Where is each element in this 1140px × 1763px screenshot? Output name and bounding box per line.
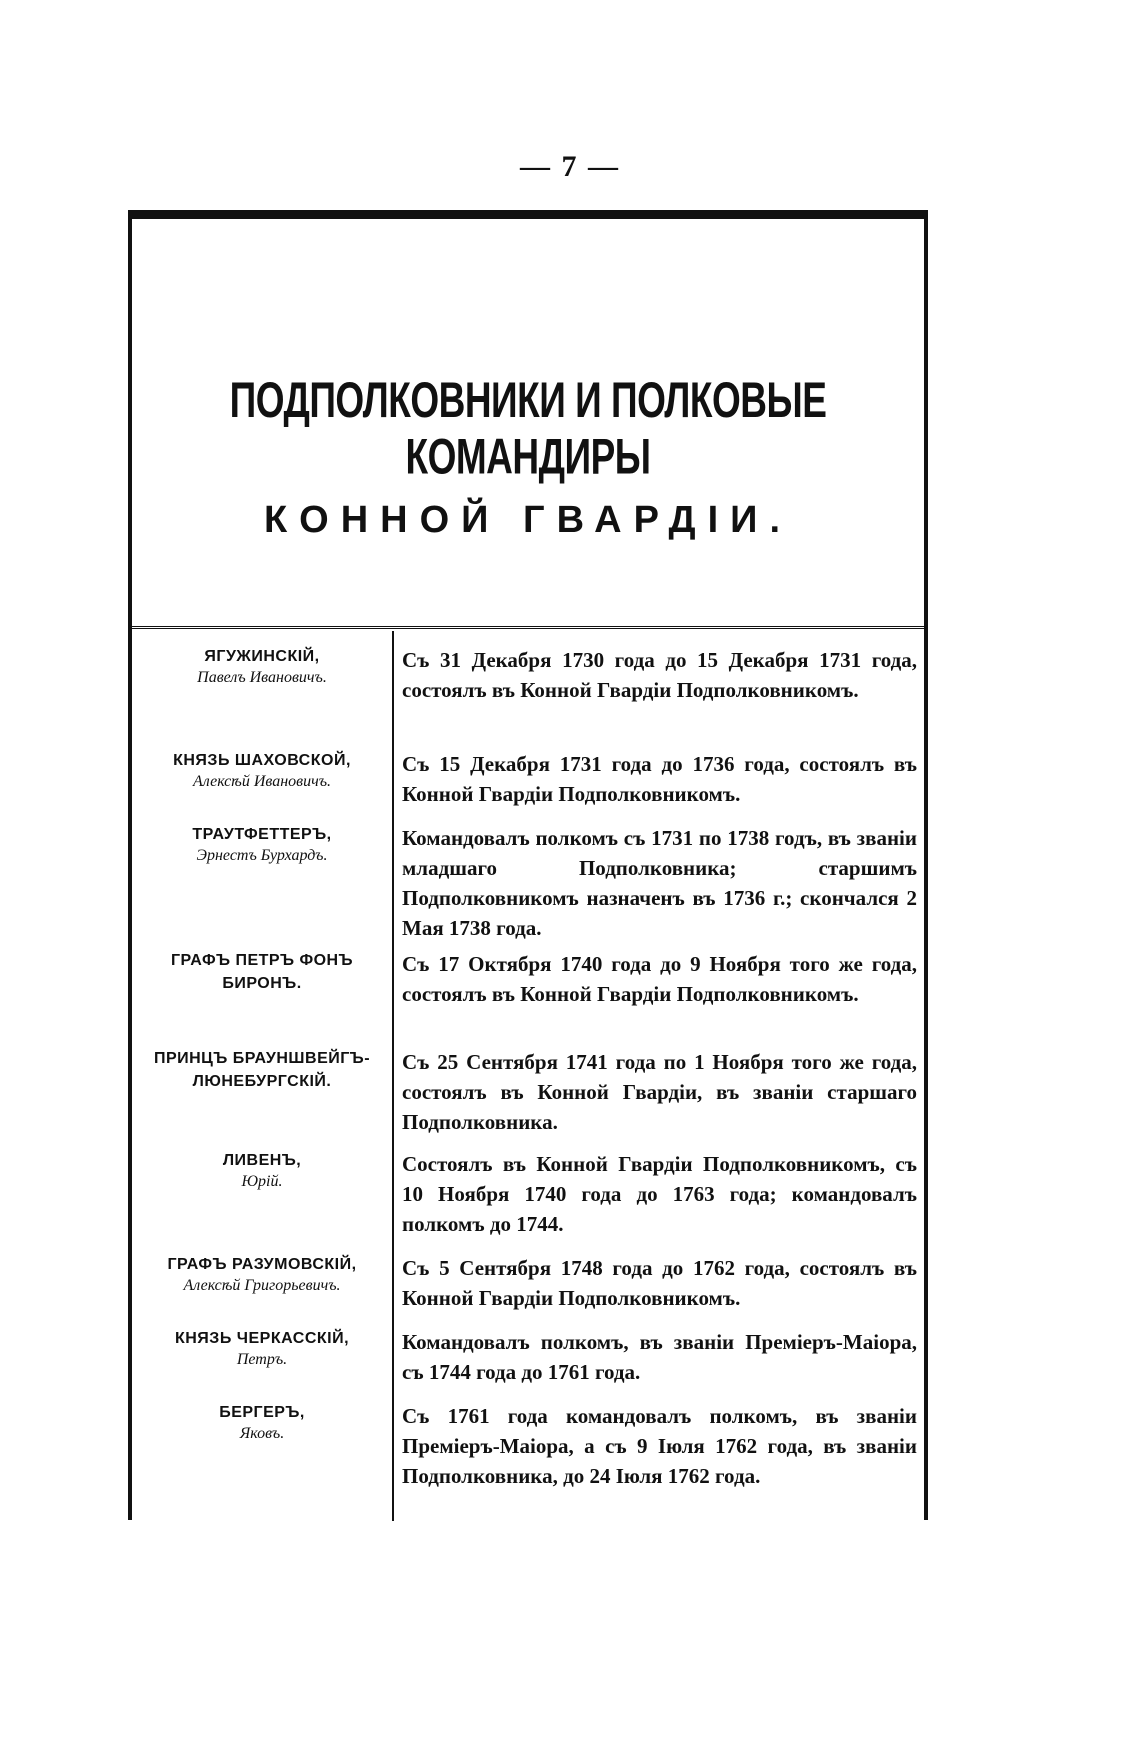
entry-name: ТРАУТФЕТТЕРЪ,: [192, 826, 332, 843]
entry-name: ПРИНЦЪ БРАУНШВЕЙГЪ-ЛЮНЕБУРГСКІЙ.: [153, 1050, 371, 1090]
entry-given-name: Юрій.: [241, 1173, 283, 1190]
entry-description: Съ 5 Сентября 1748 года до 1762 года, состоялъ въ Конной Гвардіи Подполковникомъ.: [402, 1256, 917, 1310]
entry-given-name: Алексѣй Григорьевичъ.: [183, 1277, 341, 1294]
entry-description: Съ 17 Октября 1740 года до 9 Ноября того же года, состоялъ въ Конной Гвардіи Подполковникомъ.: [402, 952, 917, 1006]
page-number: — 7 —: [520, 150, 620, 183]
entry-name: ЛИВЕНЪ,: [222, 1152, 302, 1169]
entry-given-name: Петръ.: [236, 1351, 288, 1368]
page-subtitle: КОННОЙ ГВАРДІИ.: [263, 499, 793, 541]
entry-description: Командовалъ полкомъ съ 1731 по 1738 годъ, въ званіи младшаго Подполковника; старшимъ Подполковникомъ назначенъ въ 1736 г.; скончался 2 Мая 1738 года.: [402, 826, 917, 940]
entry-name-cell: [132, 749, 392, 792]
entry-given-name: Алексѣй Ивановичъ.: [192, 773, 332, 790]
entry-name-cell: [132, 1047, 392, 1093]
entry-name-cell: [132, 1401, 392, 1444]
entry-name: ЯГУЖИНСКІЙ,: [204, 648, 320, 665]
entry-name-cell: [132, 1253, 392, 1296]
entry-given-name: Яковъ.: [239, 1425, 285, 1442]
entry-description: Состоялъ въ Конной Гвардіи Подполковникомъ, съ 10 Ноября 1740 года до 1763 года; командовалъ полкомъ до 1744.: [402, 1152, 917, 1236]
page-frame: [128, 210, 928, 1520]
entry-given-name: Эрнестъ Бурхардъ.: [196, 847, 328, 864]
entry-name: ГРАФЪ РАЗУМОВСКІЙ,: [167, 1256, 357, 1273]
entry-name: КНЯЗЬ ЧЕРКАССКІЙ,: [174, 1330, 350, 1347]
entry-description: Съ 25 Сентября 1741 года по 1 Ноября того же года, состоялъ въ Конной Гвардіи, въ званіи старшаго Подполковника.: [402, 1050, 917, 1134]
entry-description: Съ 31 Декабря 1730 года до 15 Декабря 1731 года, состоялъ въ Конной Гвардіи Подполковникомъ.: [402, 648, 917, 702]
page-title: ПОДПОЛКОВНИКИ И ПОЛКОВЫЕ КОМАНДИРЫ: [229, 372, 827, 485]
entry-name-cell: [132, 645, 392, 688]
entry-description: Съ 15 Декабря 1731 года до 1736 года, состоялъ въ Конной Гвардіи Подполковникомъ.: [402, 752, 917, 806]
entry-name: ГРАФЪ ПЕТРЪ ФОНЪ БИРОНЪ.: [170, 952, 354, 992]
entry-name-cell: [132, 949, 392, 995]
title-block: [132, 219, 924, 629]
entries-table: [132, 631, 924, 1521]
column-divider: [392, 631, 394, 1521]
entry-name-cell: [132, 1327, 392, 1370]
entry-name-cell: [132, 1149, 392, 1192]
entry-description: Съ 1761 года командовалъ полкомъ, въ званіи Преміеръ-Маіора, а съ 9 Іюля 1762 года, въ званіи Подполковника, до 24 Іюля 1762 года.: [402, 1404, 917, 1488]
entry-name: КНЯЗЬ ШАХОВСКОЙ,: [173, 752, 351, 769]
entry-name: БЕРГЕРЪ,: [219, 1404, 305, 1421]
entry-description: Командовалъ полкомъ, въ званіи Преміеръ-Маіора, съ 1744 года до 1761 года.: [402, 1330, 917, 1384]
entry-given-name: Павелъ Ивановичъ.: [197, 669, 327, 686]
entry-name-cell: [132, 823, 392, 866]
